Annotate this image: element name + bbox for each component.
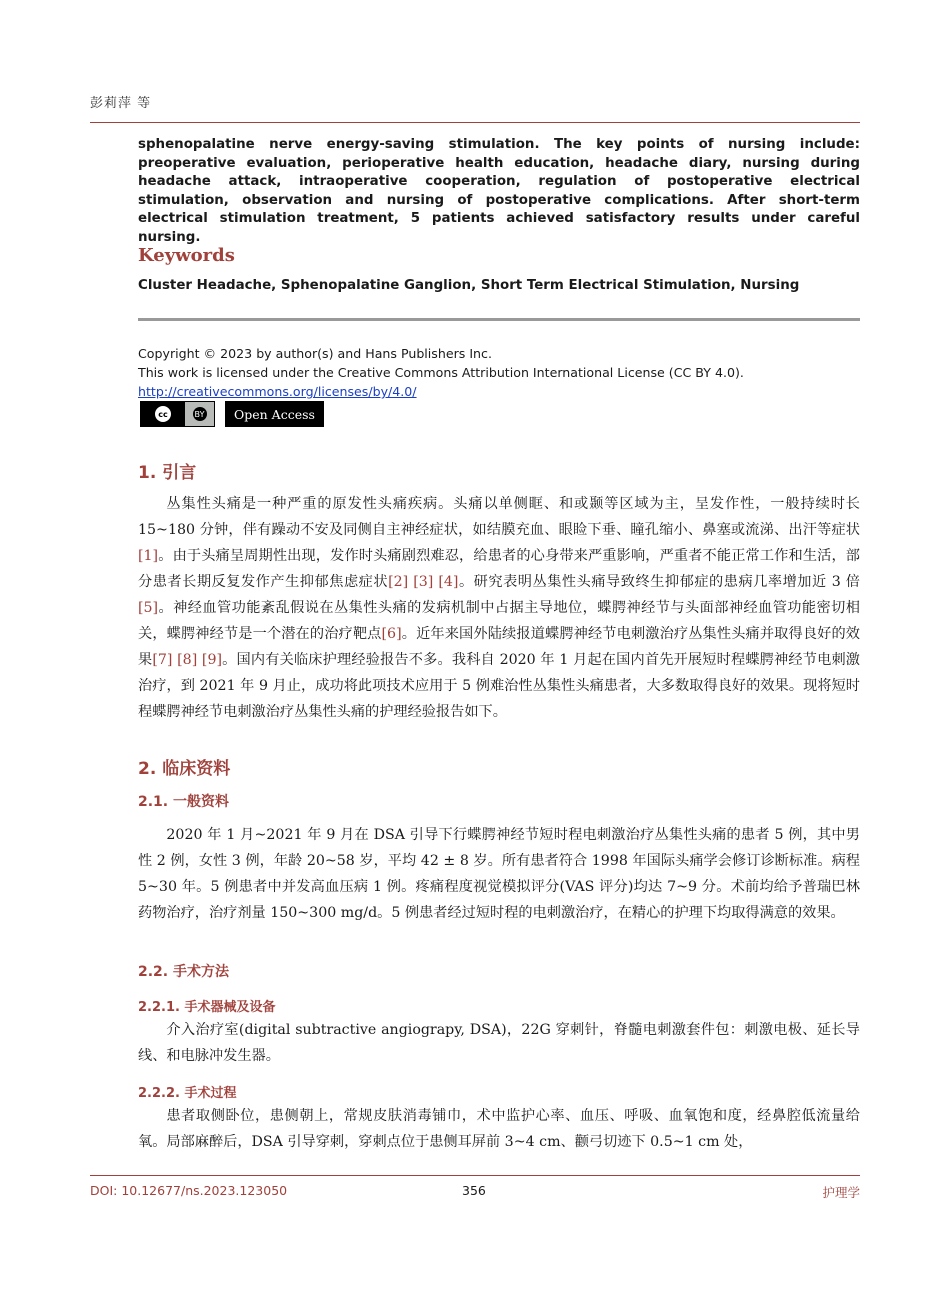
text-run: 。研究表明丛集性头痛导致终生抑郁症的患病几率增加近 3 倍 bbox=[458, 574, 860, 590]
section-2-title: 2. 临床资料 bbox=[138, 759, 231, 779]
section-2-2-2-title: 2.2.2. 手术过程 bbox=[138, 1086, 237, 1101]
section-2-1-paragraph: 2020 年 1 月~2021 年 9 月在 DSA 引导下行蝶腭神经节短时程电刺激治疗丛集性头痛的患者 5 例，其中男性 2 例，女性 3 例，年龄 20~58 岁，平均 42 ± 8 岁。所有患者符合 1998 年国际头痛学会修订诊断标准。病程 5~30 年。5 例患者中并发高血压病 1 例。疼痛程度视觉模拟评分(VAS 评分)均达 7~9 分。术前均给予普瑞巴林药物治疗，治疗剂量 150~300 mg/d。5 例患者经过短时程的电刺激治疗，在精心的护理下均取得满意的效果。 bbox=[138, 827, 860, 921]
citation-link[interactable]: [6] bbox=[381, 626, 402, 642]
section-2-1-title: 2.1. 一般资料 bbox=[138, 794, 229, 810]
footer-doi[interactable]: DOI: 10.12677/ns.2023.123050 bbox=[90, 1183, 288, 1198]
section-2-2-2-paragraph: 患者取侧卧位，患侧朝上，常规皮肤消毒铺巾，术中监护心率、血压、呼吸、血氧饱和度，经鼻腔低流量给氧。局部麻醉后，DSA 引导穿刺，穿刺点位于患侧耳屏前 3~4 cm、颧弓切迹下 0.5~1 cm 处， bbox=[138, 1108, 860, 1150]
text-run: 。近年来国外陆续报道蝶腭神经节电刺激治疗丛集性头痛并取得良好的效果 bbox=[138, 626, 860, 668]
running-author: 彭莉萍 等 bbox=[90, 96, 152, 111]
text-run: 。神经血管功能紊乱假说在丛集性头痛的发病机制中占据主导地位，蝶腭神经节与头面部神经血管功能密切相关，蝶腭神经节是一个潜在的治疗靶点 bbox=[138, 600, 860, 642]
page-number: 356 bbox=[462, 1183, 486, 1198]
citation-link[interactable]: [1] bbox=[138, 548, 159, 564]
cc-by-badge[interactable] bbox=[140, 401, 215, 427]
footer-rule bbox=[90, 1175, 860, 1176]
section-1-paragraph bbox=[138, 491, 860, 725]
copyright-line: Copyright © 2023 by author(s) and Hans Publishers Inc. bbox=[138, 346, 492, 361]
section-2-2-1-title: 2.2.1. 手术器械及设备 bbox=[138, 1000, 276, 1015]
text-run: 。由于头痛呈周期性出现，发作时头痛剧烈难忍，给患者的心身带来严重影响，严重者不能正常工作和生活，部分患者长期反复发作产生抑郁焦虑症状 bbox=[138, 548, 860, 590]
license-block bbox=[138, 344, 744, 401]
license-statement: This work is licensed under the Creative Commons Attribution International License (CC BY 4.0). bbox=[138, 365, 744, 380]
open-access-badge: Open Access bbox=[225, 401, 324, 427]
abstract-text: sphenopalatine nerve energy-saving stimulation. The key points of nursing include: preoperative evaluation, perioperative health education, headache diary, nursing during headache attack, intraoperative cooperation, regulation of postoperative electrical stimulation, observation and nursing of postoperative complications. After short-term electrical stimulation treatment, 5 patients achieved satisfactory results under careful nursing. bbox=[138, 137, 860, 245]
keywords-list: Cluster Headache, Sphenopalatine Ganglion, Short Term Electrical Stimulation, Nursing bbox=[138, 278, 800, 293]
section-2-2-title: 2.2. 手术方法 bbox=[138, 964, 229, 980]
by-icon: BY bbox=[193, 407, 207, 421]
license-link[interactable]: http://creativecommons.org/licenses/by/4.0/ bbox=[138, 384, 417, 399]
citation-link[interactable]: [2] [3] [4] bbox=[388, 574, 459, 590]
cc-icon: cc bbox=[155, 406, 171, 422]
text-run: 丛集性头痛是一种严重的原发性头痛疾病。头痛以单侧眶、和或颞等区域为主，呈发作性，一般持续时长 15~180 分钟，伴有躁动不安及同侧自主神经症状，如结膜充血、眼睑下垂、瞳孔缩小、鼻塞或流涕、出汗等症状 bbox=[138, 496, 860, 538]
section-2-2-1-paragraph: 介入治疗室(digital subtractive angiograpy, DSA)，22G 穿刺针，脊髓电刺激套件包：刺激电极、延长导线、和电脉冲发生器。 bbox=[138, 1022, 860, 1064]
license-badges bbox=[140, 401, 324, 427]
divider bbox=[138, 318, 860, 321]
section-1-title: 1. 引言 bbox=[138, 463, 197, 483]
text-run: 。国内有关临床护理经验报告不多。我科自 2020 年 1 月起在国内首先开展短时程蝶腭神经节电刺激治疗，到 2021 年 9 月止，成功将此项技术应用于 5 例难治性丛集性头痛患者，大多数取得良好的效果。现将短时程蝶腭神经节电刺激治疗丛集性头痛的护理经验报告如下。 bbox=[138, 652, 860, 720]
citation-link[interactable]: [7] [8] [9] bbox=[152, 652, 223, 668]
keywords-heading: Keywords bbox=[138, 245, 235, 266]
header-rule bbox=[90, 122, 860, 123]
citation-link[interactable]: [5] bbox=[138, 600, 159, 616]
journal-name: 护理学 bbox=[822, 1185, 860, 1200]
